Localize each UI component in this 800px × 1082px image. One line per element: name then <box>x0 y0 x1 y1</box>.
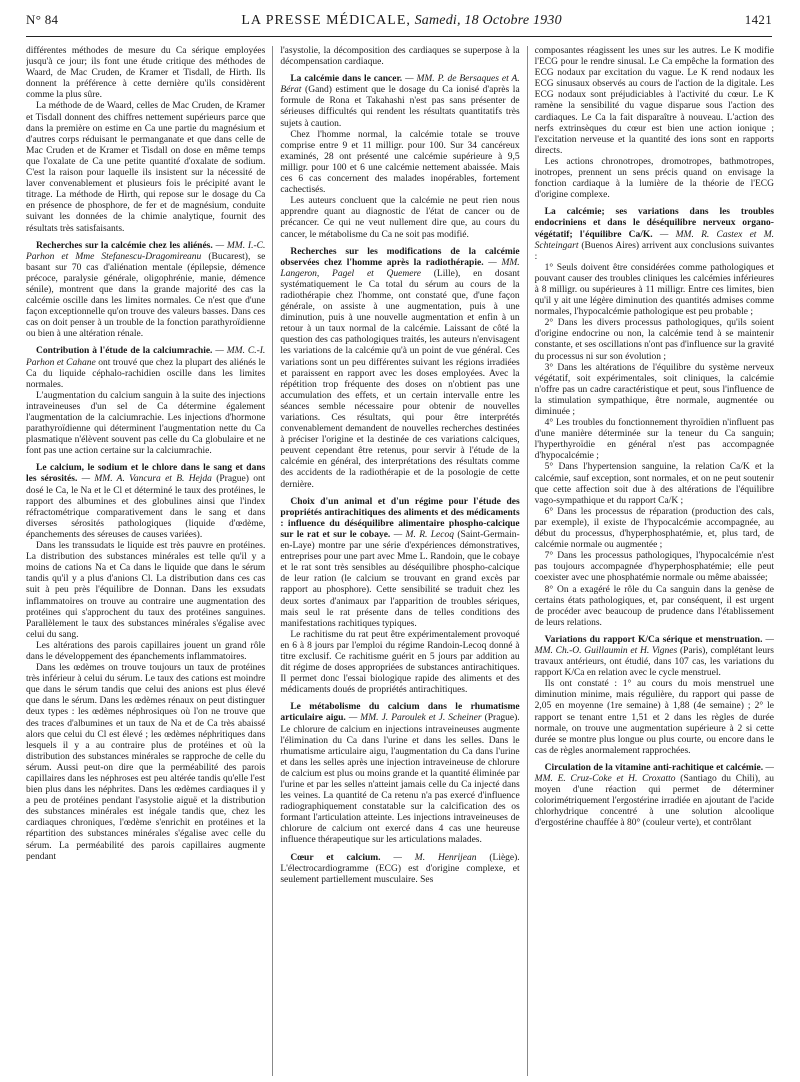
abstract-title: Le calcium, le sodium et le chlore dans le sang et dans les sérosités. <box>26 463 266 485</box>
paragraph: l'asystolie, la décomposition des cardiaques se superpose à la décompensation cardiaque. <box>280 46 520 68</box>
abstract-body: (Santiago du Chili), au moyen d'une réaction qui permet de déterminer colorimétriquement l'ergostérine irradiée en ajoutant de l'acide chlorhydrique concentré à une solution alcoolique d'ergostérine chauffée à 80° (couleur verte), et contrôlant <box>534 774 774 829</box>
abstract-title: Le métabolisme du calcium dans le rhumatisme articulaire aigu. <box>280 702 520 724</box>
conclusions-list <box>535 263 774 629</box>
abstract-authors: — MM. Langeron, Pagel et Quemere <box>280 257 520 279</box>
abstract-castex-schteingart <box>535 207 774 262</box>
abstract-cruz-coke-croxatto <box>535 763 774 830</box>
abstract-body: (Liège). L'électrocardiogramme (ECG) est d'origine complexe, et seulement partiellement musculaire. Ses <box>280 852 520 885</box>
abstract-title: Choix d'un animal et d'un régime pour l'étude des propriétés antirachitiques des aliments et des médicaments : influence du déséquilibre alimentaire phospho-calcique sur le rat et sur le cobaye. <box>280 496 520 540</box>
paragraph: Chez l'homme normal, la calcémie totale se trouve comprise entre 9 et 11 milligr. pour 100. Sur 34 cancéreux examinés, 28 ont présenté une calcémie supérieure à 9,5 milligr. pour 100 et 6 une calcémie nettement abaissée. Mais ces 6 cas concernent des malades inopérables, fortement cachectisés. <box>280 129 520 196</box>
abstract-authors: — MM. I.-C. Parhon et Mme Stefanescu-Dragomireanu <box>26 240 266 262</box>
abstract-body: (Prague). Le chlorure de calcium en injections intraveineuses augmente l'élimination du Ca dans l'urine et dans les selles. Dans le rhumatisme articulaire aigu, l'augmentation du Ca dans l'urine et dans les selles après une injection intraveineuse de chlorure de calcium est plus ou moins grande et la quantité éliminée par l'urine et par les selles n'atteint jamais celle du Ca injecté dans les veines. La quantité de Ca retenu n'a pas exercé d'influence radiographiquement constatable sur la calcification des os formant l'articulation atteinte. Les injections intraveineuses de chlorure de calcium ont exercé dans 4 cas une heureuse influence thérapeutique sur les articulations malades. <box>280 713 520 846</box>
paragraph: Ils ont constaté : 1° au cours du mois menstruel une diminution minime, mais régulière, du rapport qui passe de 2,05 en moyenne (1re semaine) à 1,88 (4e semaine) ; 2° le rapport se tenant entre 1,51 et 2 dans les règles de durée normale, on trouve une augmentation supérieure à 2 si cette durée se montre plus longue ou plus courte, ou encore dans le cas de règles anormalement rapprochées. <box>534 679 774 756</box>
abstract-parhon-cahane <box>26 346 265 390</box>
abstract-title: Cœur et calcium. <box>290 852 381 863</box>
paragraph: Le rachitisme du rat peut être expérimentalement provoqué en 6 à 8 jours par l'emploi du régime Randoin-Lecoq donné à titre exclusif. Ce rachitisme guérit en 5 jours par addition au dit régime de doses appropriées de substances antirachitiques. Il permet donc l'essai biologique rapide des aliments et des médicaments doués de propriétés antirachitiques. <box>280 629 520 696</box>
abstract-vancura-hejda <box>26 463 265 541</box>
abstract-body: (Bucarest), se basant sur 70 cas d'aliénation mentale (épilepsie, démence précoce, paralysie générale, oligophrénie, manie, démence sénile), montrent que dans la grande majorité des cas la calcémie oscille dans les limites normales. Ce n'est que d'une façon exceptionnelle qu'on trouve des valeurs basses. Dans ces cas on doit penser à un trouble de la fonction parathyroïdienne ou bien à une altération rénale. <box>26 251 266 340</box>
column-3 <box>527 46 774 1076</box>
abstract-authors: — MM. R. Castex et M. Schteingart <box>534 229 774 251</box>
abstract-langeron-pagel-quemere <box>280 247 519 491</box>
list-item: 6° Dans les processus de réparation (production des cals, par exemple), il existe de l'hypocalcémie accompagnée, au début du processus, d'hyperphosphatémie, et, plus tard, de calcémie normale ou augmentée ; <box>534 506 774 551</box>
abstract-authors: — M. Henrijean <box>393 852 477 863</box>
abstract-body: (Prague) ont dosé le Ca, le Na et le Cl et déterminé le taux des protéines, le rapport des albumines et des globulines ainsi que l'index réfractométrique comparativement dans le sang et dans diverses sérosités pathologiques (liquide d'œdème, épanchements des séreuses de causes variées). <box>26 474 266 540</box>
abstract-title: Circulation de la vitamine anti-rachitique et calcémie. <box>544 762 764 773</box>
abstract-lecoq <box>280 497 519 630</box>
abstract-body: ont trouvé que chez la plupart des aliénés le Ca du liquide céphalo-rachidien oscille dans les limites normales. <box>26 357 266 390</box>
list-item: 7° Dans les processus pathologiques, l'hypocalcémie n'est pas toujours accompagnée d'hyperphosphatémie; elle peut coexister avec une phosphatémie normale ou même abaissée; <box>534 551 774 584</box>
paragraph: La méthode de de Waard, celles de Mac Cruden, de Kramer et Tisdall donnent des chiffres nettement supérieurs parce que dans la première on estime en Ca une partie du magnésium et d'autres corps réduisant le permanganate et que dans celle de Mac Cruden et de Kramer et Tisdall on dose en même temps que l'oxalate de Ca une petite quantité d'oxalate de sodium. C'est la raison pour laquelle ils insistent sur la nécessité de laver convenablement et plusieurs fois le précipité avant le titrage. La méthode de Hirth, qui repose sur le dosage du Ca en présence de phosphore, de fer et de magnésium, conduite suivant les données de la chimie analytique, fournit des résultats très satisfaisants. <box>26 101 266 234</box>
abstract-body: (Paris), complétant leurs travaux antérieurs, ont étudié, dans 107 cas, les variations du rapport K/Ca en relation avec le cycle menstruel. <box>534 645 774 679</box>
text-columns <box>26 46 774 1076</box>
abstract-authors: — M. R. Lecoq <box>393 529 454 540</box>
issue-date: Samedi, 18 Octobre 1930 <box>414 13 562 28</box>
masthead: LA PRESSE MÉDICALE, Samedi, 18 Octobre 1930 <box>241 13 562 28</box>
abstract-body: (Saint-Germain-en-Laye) montre par une série d'expériences démonstratives, entreprises pour une part avec Mme L. Randoin, que le cobaye et le rat sont très sensibles au déséquilibre phospho-calcique de leur ration (le calcium se trouvant en grand excès par rapport au phosphore). Cette sensibilité se traduit chez les deux sortes d'animaux par l'apparition de troubles sériques, mais seul le rat présente dans de telles conditions des manifestations rachitiques typiques. <box>280 529 520 629</box>
list-item: 4° Les troubles du fonctionnement thyroïdien n'influent pas d'une manière déterminée sur la teneur du Ca sanguin; l'hyperthyroïdie en général n'est pas accompagnée d'hypocalcémie ; <box>534 418 774 462</box>
abstract-title: Recherches sur les modifications de la calcémie observées chez l'homme après la radiothérapie. <box>280 246 520 268</box>
page-number: 1421 <box>744 12 772 27</box>
column-1 <box>26 46 265 1076</box>
list-item: 5° Dans l'hypertension sanguine, la relation Ca/K et la calcémie, sauf exception, sont normales, et on ne peut soutenir que cette affection soit due à des altérations de l'équilibre vago-sympathique et du rapport Ca/K ; <box>534 462 774 506</box>
abstract-body: (Lille), en dosant systématiquement le Ca total du sérum au cours de la radiothérapie chez l'homme, ont constaté que, d'une façon générale, on assiste à une augmentation, puis à une diminution, puis à une nouvelle augmentation et enfin à un retour à un taux normal de la calcémie. Laissant de côté la question des cas pathologiques traités, les auteurs n'envisagent les variations de la calcémie qu'à un point de vue général. Ces variations sont un peu différentes suivant les régions irradiées et paraissent en rapport avec les doses employées. Avec la répétition trop fréquente des doses on n'obtient pas une accumulation des effets, et un certain intervalle entre les séances semble nécessaire pour obtenir de nouvelles variations. Ces résultats, qui pour être interprétés convenablement demandent de nouvelles recherches destinées à préciser l'origine et la destinée de ces variations calciques, peuvent cependant être retenus, pour servir à l'étude de la calcémie en général, des interprétations des résultats comme des accidents de la radiothérapie et de la posologie de cette dernière. <box>280 268 520 490</box>
abstract-authors: — MM. C.-I. Parhon et Cahane <box>26 346 266 368</box>
paragraph: L'augmentation du calcium sanguin à la suite des injections intraveineuses d'un sel de Ca détermine également l'augmentation de la calciumrachie. Les injections d'hormone parathyroïdienne qui déterminent l'augmentation nette du Ca plasmatique n'élèvent souvent pas celle du Ca globulaire et ne font pas une action certaine sur la calciumrachie. <box>26 390 266 457</box>
abstract-title: La calcémie dans le cancer. <box>290 74 403 85</box>
paragraph: composantes réagissent les unes sur les autres. Le K modifie l'ECG pour le rendre sinusal. Le Ca empêche la formation des ECG nodaux par excitation du vague. Le K rend nodaux les ECG sinusaux observés au cours de l'action de la digitale. Les ECG nodaux sont préjudiciables à l'activité du cœur. Le K ramène la sensibilité du vague disparue sous l'action des cardiaques. Le Ca la fait disparaître à nouveau. L'action des nerfs extrinsèques du cœur est bien une action ionique ; l'excitation nerveuse et la quantité des ions sont en rapports directs. <box>534 46 774 156</box>
abstract-henrijean <box>280 853 519 886</box>
paragraph: Dans les transsudats le liquide est très pauvre en protéines. La distribution des substances minérales est telle qu'il y a moins de cations Na et Ca dans le liquide que dans le sérum tandis qu'il y a plus d'anions Cl. La distribution dans ces cas suit à peu près l'équilibre de Donnan. Dans les exsudats inflammatoires on trouve au contraire une augmentation des protéines qui s'approchent du taux des protéines sanguines. Parallèlement le taux des substances minérales s'égalise avec celui du sang. <box>26 541 266 640</box>
abstract-body: (Gand) estiment que le dosage du Ca ionisé d'après la formule de Rona et Takahashi n'est pas sans présenter de sérieuses difficultés qui rendent les résultats quantitatifs très sujets à caution. <box>280 85 520 129</box>
abstract-title: Recherches sur la calcémie chez les aliénés. <box>36 240 213 251</box>
abstract-authors: — MM. A. Vancura et B. Hejda <box>81 474 212 485</box>
column-2 <box>272 46 519 1076</box>
abstract-authors: — MM. Ch.-O. Guillaumin et H. Vignes <box>534 634 774 656</box>
abstract-bersaques-berat <box>280 74 519 129</box>
paragraph: Les auteurs concluent que la calcémie ne peut rien nous apprendre quant au diagnostic de l'état de cancer ou de précancer. Ce qui ne veut nullement dire que, au cours du cancer, le métabolisme du Ca ne soit pas modifié. <box>280 196 520 240</box>
list-item: 2° Dans les divers processus pathologiques, qu'ils soient d'origine endocrine ou non, la calcémie tend à se maintenir constante, et ses oscillations n'ont pas d'influence sur la gravité du processus ni sur son évolution ; <box>534 318 774 362</box>
abstract-body: (Buenos Aires) arrivent aux conclusions suivantes : <box>534 240 774 262</box>
abstract-title: Contribution à l'étude de la calciumrachie. <box>36 346 213 357</box>
issue-number: N° 84 <box>26 12 59 27</box>
list-item: 1° Seuls doivent être considérées comme pathologiques et pouvant causer des troubles cliniques les calcémies inférieures à 8 milligr. ou supérieures à 11 milligr. Entre ces limites, bien qu'il y ait une légère diminution des quantités admises comme normales, l'hypocalcémie pathologique est peu probable ; <box>534 262 774 318</box>
list-item: 8° On a exagéré le rôle du Ca sanguin dans la genèse de certains états pathologiques, et, par conséquent, il est urgent de procéder avec beaucoup de prudence dans l'établissement de leurs relations. <box>534 584 774 628</box>
abstract-title: La calcémie; ses variations dans les troubles endocriniens et dans le déséquilibre nerveux organo-végétatif; l'équilibre Ca/K. <box>534 207 774 240</box>
paragraph: différentes méthodes de mesure du Ca sérique employées jusqu'à ce jour; ils font une étude critique des méthodes de Waard, de Mac Cruden, de Kramer et Tisdall, de Hirth. Ils donnent la préférence à cette dernière qu'ils considèrent comme la plus sûre. <box>26 46 266 101</box>
paragraph: Dans les œdèmes on trouve toujours un taux de protéines très inférieur à celui du sérum. Le taux des cations est moindre que dans le sérum tandis que celui des anions est plus élevé que dans le sérum. Dans les œdèmes rénaux on peut distinguer deux types : les œdèmes néphrosiques où l'on ne trouve que des traces d'albumines et un taux de Na et de Ca très abaissé alors que celui du Cl est élevé ; les œdèmes néphritiques dans lesquels il y a au contraire plus de protéines et où la distribution des substances minérales se rapproche de celle du sérum. Aussi peut-on dire que la perméabilité des parois capillaires dans les néphroses est peu altérée tandis qu'elle l'est bien plus dans les néphrites. Dans les œdèmes cardiaques il y a peu de protéines pendant l'asystolie aiguë et la distribution des substances minérales est inégale tandis que, chez les cardiaques chroniques, l'œdème s'enrichit en protéines et la répartition des substances minérales s'égalise avec celle du sérum. La perméabilité des parois capillaires augmente pendant <box>26 663 266 862</box>
abstract-authors: — MM. P. de Bersaques et A. Bérat <box>280 74 520 96</box>
abstract-guillaumin-vignes <box>535 635 774 679</box>
journal-title: LA PRESSE MÉDICALE <box>241 13 407 28</box>
page-header <box>26 12 772 37</box>
paragraph: Les altérations des parois capillaires jouent un grand rôle dans le développement des épanchements inflammatoires. <box>26 640 266 662</box>
abstract-authors: — MM. E. Cruz-Coke et H. Croxatto <box>534 762 774 784</box>
list-item: 3° Dans les altérations de l'équilibre du système nerveux végétatif, soit expérimentales, soit cliniques, la calcémie n'offre pas un cadre caractéristique et peut, sous l'influence de la stimulation sympathique, être normale, augmentée ou diminuée ; <box>534 362 774 417</box>
paragraph: Les actions chronotropes, dromotropes, bathmotropes, inotropes, prennent un sens précis quand on envisage la fonction cardiaque à la lumière de la théorie de l'ECG d'origine complexe. <box>534 156 774 201</box>
abstract-title: Variations du rapport K/Ca sérique et menstruation. <box>544 634 763 645</box>
abstract-authors: — MM. J. Paroulek et J. Scheiner <box>348 713 482 724</box>
abstract-parhon-dragomireanu <box>26 241 265 341</box>
abstract-paroulek-scheiner <box>280 702 519 846</box>
